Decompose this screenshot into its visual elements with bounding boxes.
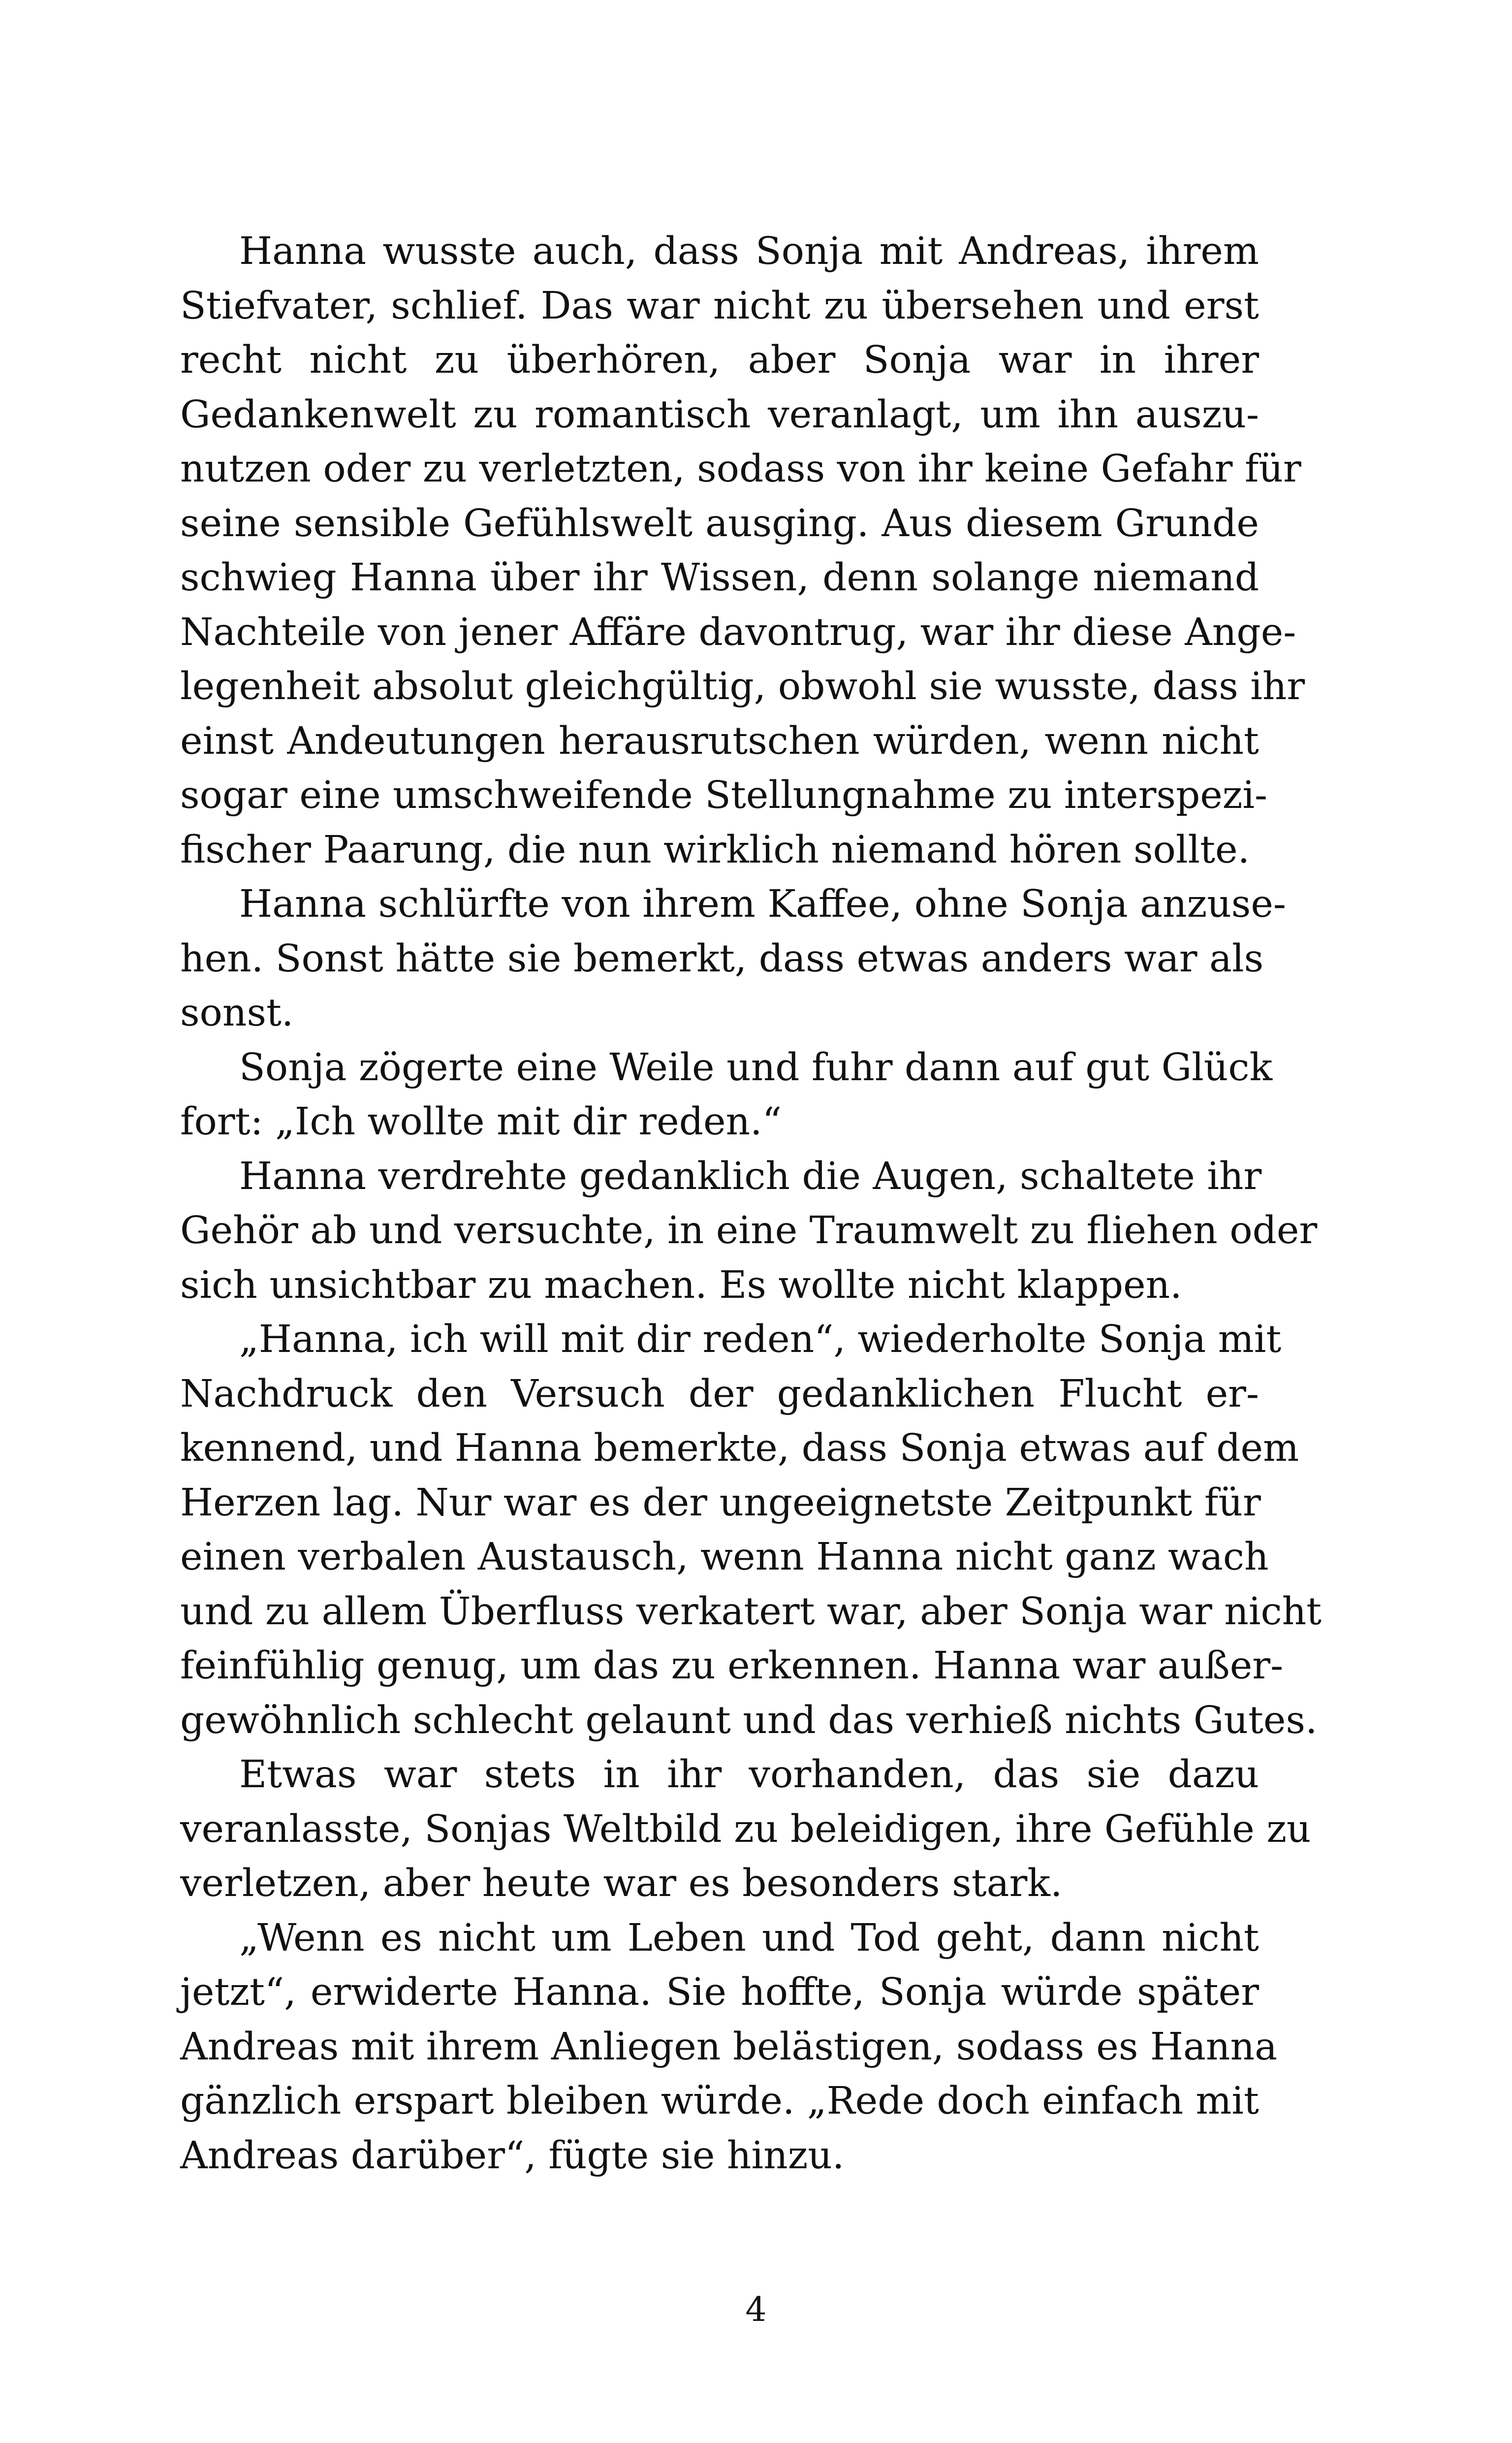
text-line: jetzt“, erwiderte Hanna. Sie hoffte, Sonja würde später <box>180 1970 1259 2014</box>
paragraph <box>180 1911 1278 2184</box>
text-line: Gehör ab und versuchte, in eine Traumwelt zu fliehen oder <box>180 1209 1318 1253</box>
text-line: hen. Sonst hätte sie bemerkt, dass etwas anders war als <box>180 936 1264 981</box>
text-line: schwieg Hanna über ihr Wissen, denn solange niemand <box>180 556 1259 600</box>
paragraph <box>180 1748 1311 1911</box>
text-line: einst Andeutungen herausrutschen würden, wenn nicht <box>180 719 1259 763</box>
text-line: „Wenn es nicht um Leben und Tod geht, dann nicht <box>239 1916 1259 1960</box>
page-number: 4 <box>745 2290 767 2329</box>
paragraph <box>180 1150 1318 1313</box>
text-line: Hanna wusste auch, dass Sonja mit Andreas, ihrem <box>239 229 1259 273</box>
text-line: nutzen oder zu verletzten, sodass von ihr keine Gefahr für <box>180 447 1301 491</box>
text-line: „Hanna, ich will mit dir reden“, wiederholte Sonja mit <box>239 1318 1282 1361</box>
text-line: fort: „Ich wollte mit dir reden.“ <box>180 1100 782 1144</box>
text-line: und zu allem Überfluss verkatert war, aber Sonja war nicht <box>180 1589 1322 1634</box>
text-line: Hanna verdrehte gedanklich die Augen, schaltete ihr <box>239 1154 1262 1198</box>
text-line: seine sensible Gefühlswelt ausging. Aus diesem Grunde <box>180 501 1259 546</box>
text-line: Andreas mit ihrem Anliegen belästigen, sodass es Hanna <box>180 2025 1278 2069</box>
text-line: einen verbalen Austausch, wenn Hanna nicht ganz wach <box>180 1535 1269 1579</box>
text-line: Hanna schlürfte von ihrem Kaffee, ohne Sonja anzuse- <box>239 882 1286 926</box>
text-line: sogar eine umschweifende Stellungnahme zu interspezi- <box>180 773 1268 817</box>
text-line: gewöhnlich schlecht gelaunt und das verhieß nichts Gutes. <box>180 1698 1318 1742</box>
text-line: feinfühlig genug, um das zu erkennen. Hanna war außer- <box>180 1644 1284 1688</box>
paragraph <box>180 1313 1322 1748</box>
text-line: sich unsichtbar zu machen. Es wollte nicht klappen. <box>180 1263 1182 1307</box>
paragraph <box>180 877 1286 1041</box>
text-line: Gedankenwelt zu romantisch veranlagt, um ihn auszu- <box>180 392 1259 437</box>
text-line: Nachdruck den Versuch der gedanklichen Flucht er- <box>180 1372 1259 1416</box>
text-line: Nachteile von jener Affäre davontrug, war ihr diese Ange- <box>180 610 1296 654</box>
text-line: Sonja zögerte eine Weile und fuhr dann auf gut Glück <box>239 1045 1273 1090</box>
body-text <box>180 225 1322 2183</box>
text-line: kennend, und Hanna bemerkte, dass Sonja etwas auf dem <box>180 1426 1299 1470</box>
text-line: legenheit absolut gleichgültig, obwohl sie wusste, dass ihr <box>180 665 1305 708</box>
text-line: gänzlich erspart bleiben würde. „Rede doch einfach mit <box>180 2079 1259 2123</box>
text-line: veranlasste, Sonjas Weltbild zu beleidigen, ihre Gefühle zu <box>180 1807 1311 1851</box>
text-line: fischer Paarung, die nun wirklich niemand hören sollte. <box>180 828 1250 872</box>
text-line: sonst. <box>180 991 294 1035</box>
paragraph <box>180 225 1305 877</box>
text-line: recht nicht zu überhören, aber Sonja war in ihrer <box>180 338 1259 382</box>
text-line: Stiefvater, schlief. Das war nicht zu übersehen und erst <box>180 284 1259 328</box>
text-line: Andreas darüber“, fügte sie hinzu. <box>180 2133 845 2178</box>
text-line: Etwas war stets in ihr vorhanden, das sie dazu <box>239 1753 1259 1797</box>
text-line: Herzen lag. Nur war es der ungeeignetste Zeitpunkt für <box>180 1480 1261 1525</box>
paragraph <box>180 1041 1273 1150</box>
text-line: verletzen, aber heute war es besonders stark. <box>180 1862 1063 1905</box>
